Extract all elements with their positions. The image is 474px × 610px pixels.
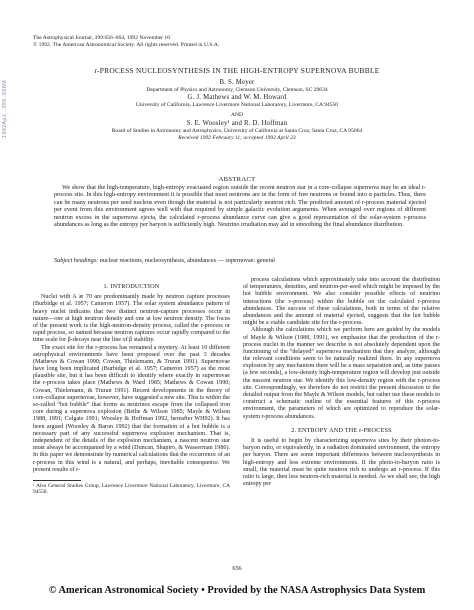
footnote-divider	[33, 480, 81, 481]
paragraph: Although the calculations which we perform here are guided by the models of Mayle & Wilson (1988, 1991), we emphasize that the production of the r-process nuclei in the manner we describe is not absolutely dependent upon the functioning of the “delayed” supernova mechanism that they analyze, although the relevant conditions seem to be naturally realized there. In any supernova explosion by any mechanism there will be a mass separation and, as time passes (a few seconds), a low-density high-temperature region will develop just outside the nascent neutron star. We identify this low-density region with the r-process site. Correspondingly, we therefore do not restrict the present discussion to the detailed output from the Mayle & Wilson models, but rather use these models to construct a schematic outline of the essential features of this r-process environment, the parameters of which are optimized to reproduce the solar-system r-process abundances.	[243, 327, 440, 420]
subject-text: nuclear reactions, nucleosynthesis, abundances — supernovae: general	[99, 257, 275, 264]
paragraph: It is useful to begin by characterizing supernova sites by their photon-to-baryon ratio, or equivalently, in a radiation dominated environment, the entropy per baryon. There are some important differences between nucleosynthesis in high-entropy and less extreme environments. If the photo-to-baryon ratio is small, the material must be quite neutron rich to undergo an r-process. If this ratio is large, then less neutron-rich material is needed. As we shall see, the high entropy per	[243, 437, 440, 488]
journal-citation: The Astrophysical Journal, 399:656–664, 1992 November 10	[33, 35, 171, 41]
abstract-heading: ABSTRACT	[218, 176, 256, 183]
ads-footer: © American Astronomical Society • Provided by the NASA Astrophysics Data System	[48, 585, 426, 596]
footnote: ¹ Also General Studies Group, Lawrence Livermore National Laboratory, Livermore, CA 94550.	[33, 482, 230, 496]
paragraph: process calculations which approximately take into account the distribution of temperatures, densities, and neutron-per-seed which might be imposed by the hot bubble environment. We also consider possible effects of neutrino interactions (the ν-process) within the bubble on the calculated r-process abundances. The success of these calculations, both in terms of the relative abundances and the amount of material ejected, suggests that the hot bubble might be a viable candidate site for the r-process.	[243, 277, 440, 327]
author-2-affiliation: University of California, Lawrence Livermore National Laboratory, Livermore, CA 94550	[135, 102, 339, 108]
subject-headings	[54, 257, 426, 264]
right-column	[243, 277, 440, 488]
paragraph: Nuclei with A ≳ 70 are predominantly made by neutron capture processes (Burbidge et al. 1957; Cameron 1957). The solar system abundance pattern of heavy nuclei indicates that two distinct neutron-capture processes occur in nature—one at high neutron density and one at low neutron density. The focus of the present work is the high-neutron-density process, called the r-process or rapid process, so named because neutron captures occur rapidly compared to the time scale for β-decays near the line of β stability.	[33, 294, 230, 344]
section-1-heading: 1. INTRODUCTION	[103, 283, 160, 290]
author-3-affiliation: Board of Studies in Astronomy and Astrophysics, University of California at Santa Cruz, Santa Cruz, CA 95064	[111, 128, 363, 134]
section-2-heading: 2. ENTROPY AND THE r-PROCESS	[291, 426, 392, 434]
bibcode-stamp: 1992ApJ...399..656M	[2, 80, 8, 138]
page-number: 656	[232, 565, 242, 572]
author-1-affiliation: Department of Physics and Astronomy, Clemson University, Clemson, SC 29634	[146, 87, 328, 93]
author-1: B. S. Meyer	[219, 79, 255, 86]
left-column	[33, 277, 230, 496]
author-2: G. J. Mathews and W. M. Howard	[187, 94, 287, 101]
paper-title: r-PROCESS NUCLEOSYNTHESIS IN THE HIGH-ENTROPY SUPERNOVA BUBBLE	[94, 66, 380, 75]
journal-copyright: © 1992. The American Astronomical Society. All rights reserved. Printed in U.S.A.	[33, 42, 220, 49]
and-separator: AND	[230, 112, 244, 118]
subject-label: Subject headings:	[54, 257, 99, 264]
title-block	[33, 66, 441, 142]
author-3: S. E. Woosley¹ and R. D. Hoffman	[186, 120, 288, 127]
journal-header	[33, 35, 219, 49]
received-dates: Received 1992 February 11; accepted 1992 April 23	[178, 135, 296, 141]
abstract-text: We show that the high-temperature, high-entropy evacuated region outside the recent neutron star in a core-collapse supernova may be an ideal r-process site. In this high-entropy environment it is possible that most neutrons are in the form of free neutrons or bound into α particles. Thus, there can be many neutrons per seed nucleus even though the material is not particularly neutron rich. The predicted amount of r-process material ejected per event from this environment agrees well with that required by simple galactic evolution arguments. When averaged over regions of different neutron excess in the supernova ejecta, the calculated r-process abundance curve can give a good representation of the solar-system r-process abundances as long as the entropy per baryon is sufficiently high. Neutrino irradiation may aid in smoothing the final abundance distribution.	[54, 184, 426, 229]
paragraph: The exact site for the r-process has remained a mystery. At least 10 different astrophysical environments have been proposed over the past 3 decades (Mathews & Cowan 1990; Cowan, Thielemann, & Truran 1991). Supernovae have long been implicated (Burbidge et al. 1957; Cameron 1957) as the most plausible site, but it has been difficult to identify where exactly in supernovae the r-process takes place (Mathews & Ward 1985; Mathews & Cowan 1990; Cowan, Thielemann, & Truran 1991). Recent developments in the theory of core-collapse supernovae, however, have suggested a new site. This is within the so-called “hot bubble” that forms as neutrinos escape from the collapsed iron core during a supernova explosion (Bethe & Wilson 1985; Mayle & Wilson 1988, 1991; Colgate 1991; Woosley & Hoffman 1992, hereafter WH92). It has been argued (Woosley & Baron 1992) that the formation of a hot bubble is a necessary part of any successful supernova explosion mechanism. That is, independent of the details of the explosion mechanism, a nascent neutron star must always be accompanied by a wind (Duncan, Shapiro, & Wasserman 1986). In this paper we demonstrate by numerical calculations that the occurrence of an r-process in this wind is a natural, and perhaps, inevitable consequence. We present results of r-	[33, 344, 230, 473]
